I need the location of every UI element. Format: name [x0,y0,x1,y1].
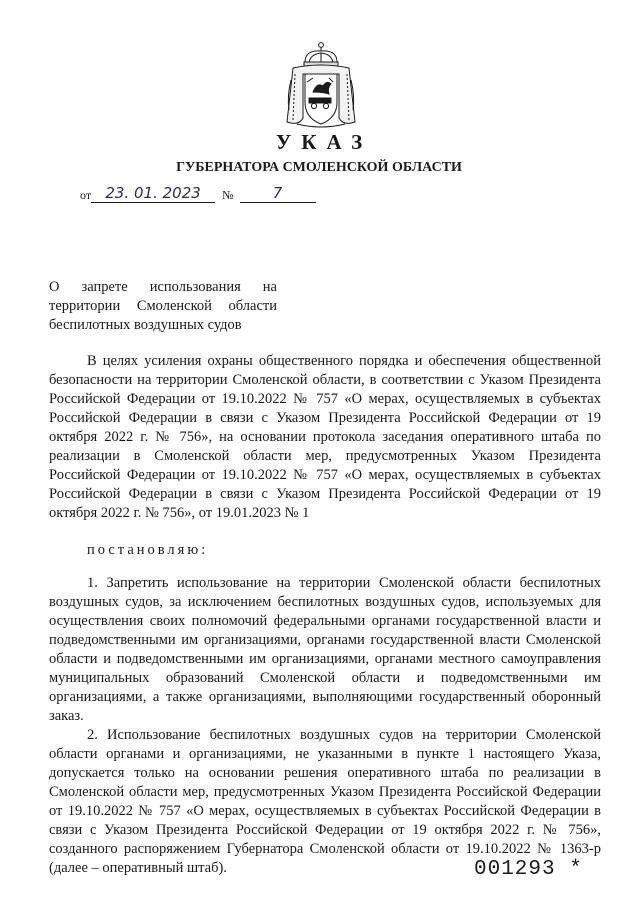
document-body [49,352,601,878]
subject-line: беспилотных воздушных судов [49,317,242,333]
date-label: от [80,188,92,202]
document-title: УКАЗ [275,130,373,154]
serial-number: 001293 * [474,858,583,881]
number-label: № [222,188,234,202]
clause-1-paragraph: 1. Запретить использование на территории Смоленской области беспилотных воздушных судов, за исключением беспилотных воздушных судов, используемых для осуществления своих полномочий федеральными органами государственной власти и подведомственными им организациями, органами государственной власти Смоленской области и подведомственными им организациями, органами местного самоуправления муниципальных образований Смоленской области и подведомственными им организациями, а также организациями, выполняющими государственный оборонный заказ. [49,575,601,724]
document-subject [49,278,277,335]
preamble-paragraph: В целях усиления охраны общественного порядка и обеспечения общественной безопасности на территории Смоленской области, в соответствии с Указом Президента Российской Федерации от 19.10.2022 № 757 «О мерах, осуществляемых в субъектах Российской Федерации в связи с Указом Президента Российской Федерации от 19 октября 2022 г. № 756», на основании протокола заседания оперативного штаба по реализации в Смоленской области мер, предусмотренных Указом Президента Российской Федерации от 19.10.2022 № 757 «О мерах, осуществляемых в субъектах Российской Федерации в связи с Указом Президента Российской Федерации от 19 октября 2022 г. № 756», от 19.01.2023 № 1 [49,353,601,521]
clause-2-paragraph: 2. Использование беспилотных воздушных судов на территории Смоленской области органами и организациями, не указанными в пункте 1 настоящего Указа, допускается только на основании решения оперативного штаба по реализации в Смоленской области мер, предусмотренных Указом Президента Российской Федерации от 19.10.2022 № 757 «О мерах, осуществляемых в субъектах Российской Федерации в связи с Указом Президента Российской Федерации от 19 октября 2022 г. № 756», созданного распоряжением Губернатора Смоленской области от 19.10.2022 № 1363-р (далее – оперативный штаб). [49,727,601,876]
decree-word: постановляю: [87,542,209,558]
document-subtitle: ГУБЕРНАТОРА СМОЛЕНСКОЙ ОБЛАСТИ [176,160,462,175]
number-value: 7 [240,184,316,203]
smolensk-coat-of-arms-icon [283,40,359,130]
subject-line: О запрете использования на [49,279,277,295]
date-number-line [80,184,316,208]
subject-line: территории Смоленской области [49,298,277,314]
date-value: 23. 01. 2023 [91,184,215,203]
